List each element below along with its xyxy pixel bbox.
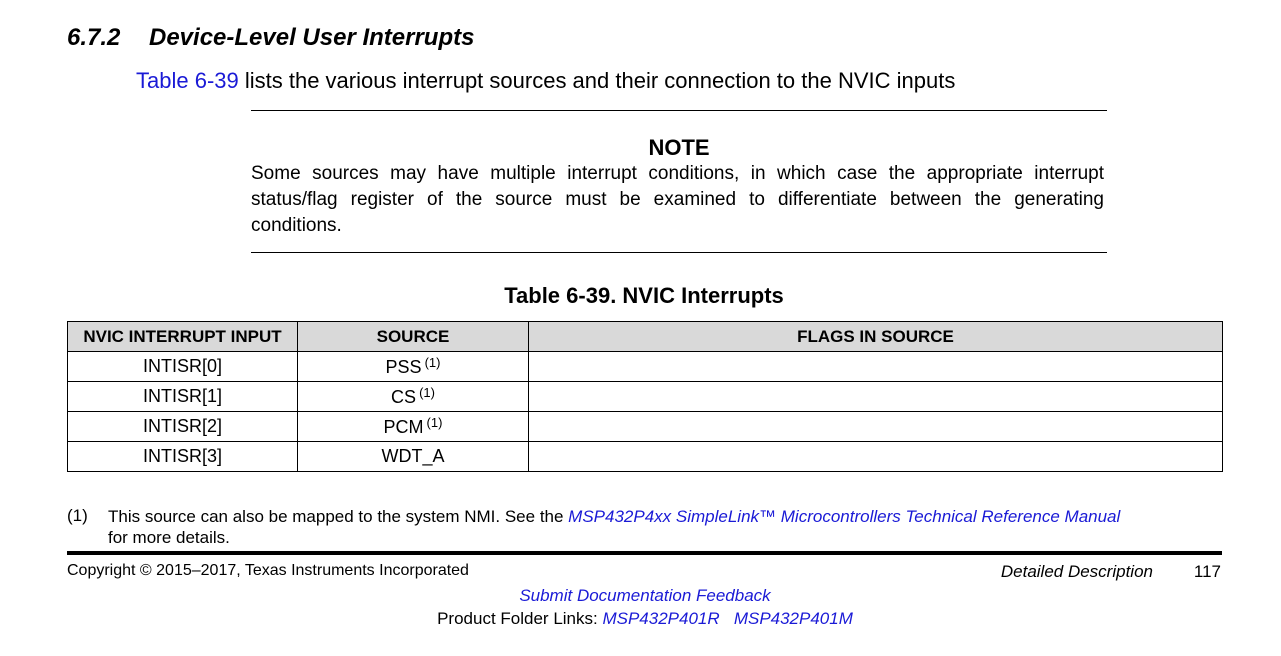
footnote-mark: (1) xyxy=(67,506,88,525)
cell-input: INTISR[0] xyxy=(68,352,298,382)
cell-flags xyxy=(529,442,1223,472)
feedback-line xyxy=(0,586,1281,606)
copyright: Copyright © 2015–2017, Texas Instruments Incorporated xyxy=(67,562,469,579)
cell-flags xyxy=(529,352,1223,382)
section-title: Device-Level User Interrupts xyxy=(149,24,475,51)
footnote-text-after: for more details. xyxy=(108,528,230,547)
cell-input: INTISR[3] xyxy=(68,442,298,472)
product-link-msp432p401r[interactable]: MSP432P401R xyxy=(602,609,720,628)
product-folder-label: Product Folder Links: xyxy=(437,609,603,628)
header-source: SOURCE xyxy=(298,322,529,352)
table-row xyxy=(68,412,1223,442)
footer-rule xyxy=(67,551,1222,555)
source-name: WDT_A xyxy=(381,446,445,466)
source-name: CS xyxy=(391,387,417,407)
page-number: 117 xyxy=(1193,562,1221,581)
footnote-text xyxy=(108,506,1228,548)
footnote-ref: (1) xyxy=(426,415,443,430)
note-bottom-rule xyxy=(251,252,1107,253)
source-name: PSS xyxy=(385,357,422,377)
source-name: PCM xyxy=(383,417,424,437)
cell-source xyxy=(298,382,529,412)
table-title: Table 6-39. NVIC Interrupts xyxy=(504,283,784,308)
cell-source xyxy=(298,442,529,472)
cell-flags xyxy=(529,382,1223,412)
cell-flags xyxy=(529,412,1223,442)
table-reference-link[interactable]: Table 6-39 xyxy=(136,68,239,93)
footnote-ref: (1) xyxy=(419,385,435,400)
cell-source xyxy=(298,412,529,442)
intro-text: lists the various interrupt sources and their connection to the NVIC inputs xyxy=(238,68,956,93)
cell-input: INTISR[2] xyxy=(68,412,298,442)
footer-section-name: Detailed Description xyxy=(1000,562,1153,581)
note-top-rule xyxy=(251,110,1107,111)
table-row xyxy=(68,382,1223,412)
product-folder-links xyxy=(0,609,1281,629)
header-flags: FLAGS IN SOURCE xyxy=(529,322,1223,352)
table-header-row xyxy=(68,322,1223,352)
section-number: 6.7.2 xyxy=(67,24,121,51)
cell-input: INTISR[1] xyxy=(68,382,298,412)
header-nvic-input: NVIC INTERRUPT INPUT xyxy=(68,322,298,352)
cell-source xyxy=(298,352,529,382)
table-row xyxy=(68,442,1223,472)
note-title: NOTE xyxy=(648,135,710,160)
submit-feedback-link[interactable]: Submit Documentation Feedback xyxy=(519,586,771,605)
table-row xyxy=(68,352,1223,382)
nvic-interrupts-table xyxy=(67,321,1223,472)
footnote-ref: (1) xyxy=(424,355,441,370)
product-link-msp432p401m[interactable]: MSP432P401M xyxy=(733,609,853,628)
section-heading xyxy=(67,24,474,52)
trm-link[interactable]: MSP432P4xx SimpleLink™ Microcontrollers Technical Reference Manual xyxy=(568,507,1121,526)
note-body: Some sources may have multiple interrupt conditions, in which case the appropriate interrupt status/flag register of the source must be examined to differentiate between the generating conditions. xyxy=(251,163,1104,236)
intro-paragraph xyxy=(136,68,955,94)
footnote-text-before: This source can also be mapped to the system NMI. See the xyxy=(108,507,569,526)
